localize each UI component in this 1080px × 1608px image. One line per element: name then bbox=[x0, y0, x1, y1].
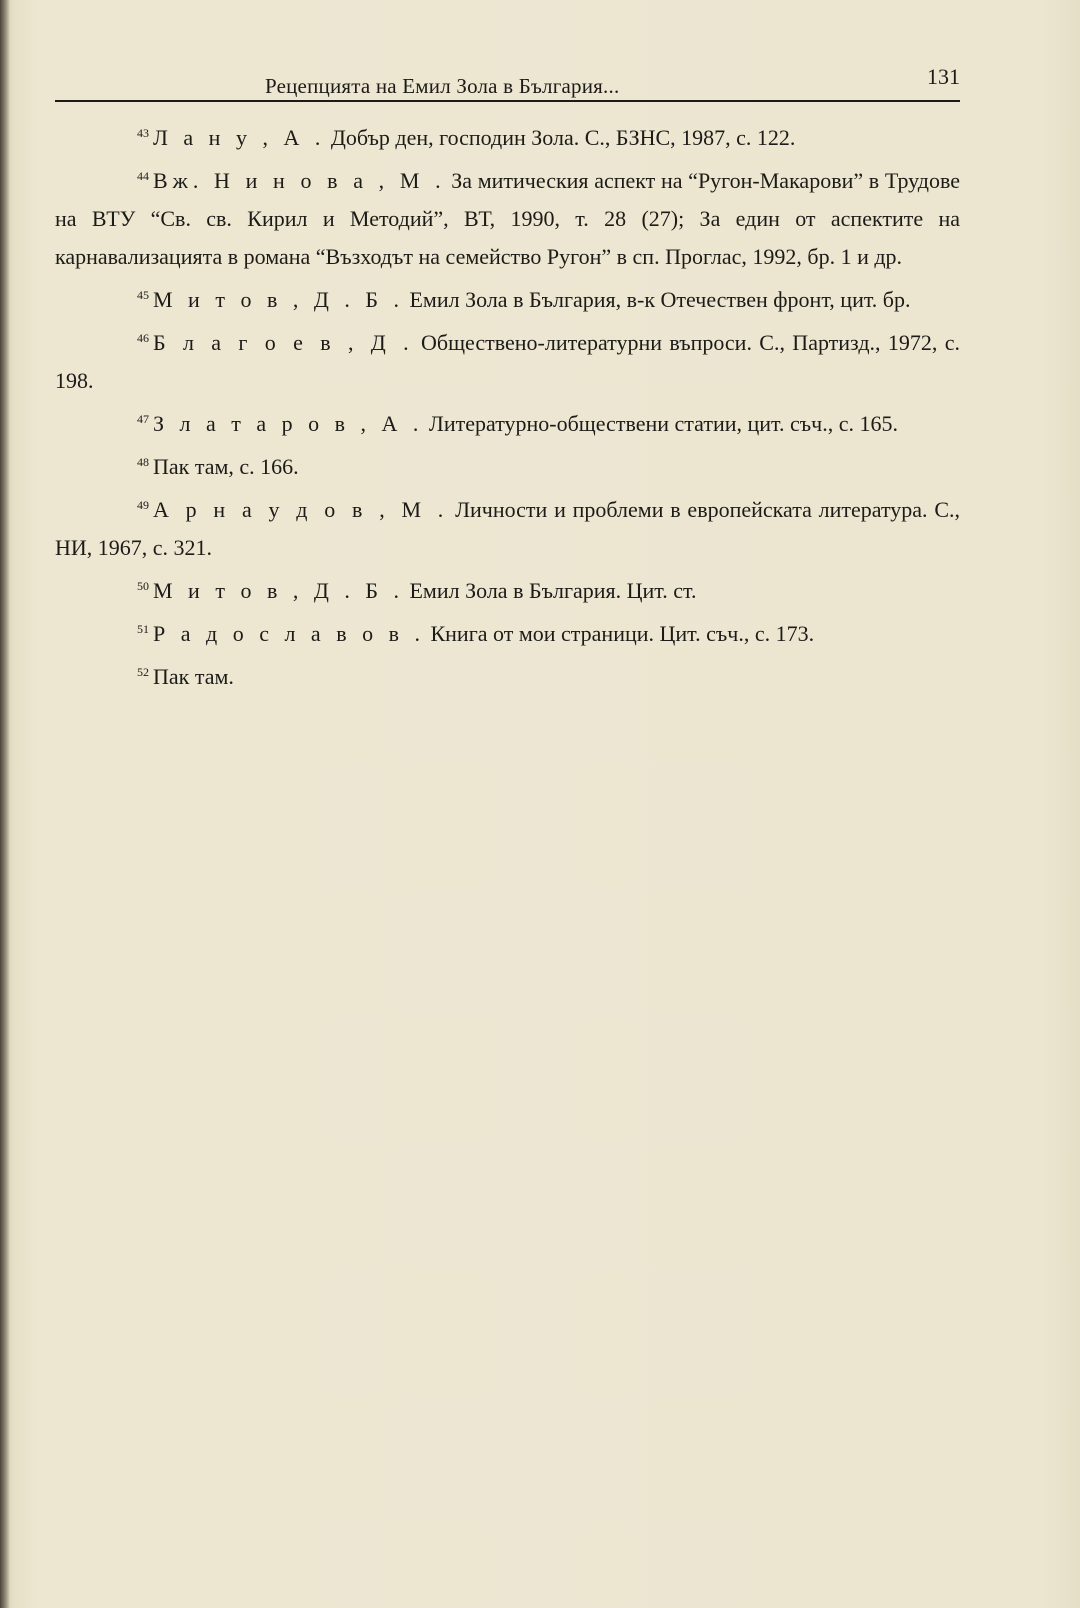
footnote-text: Пак там, с. 166. bbox=[153, 454, 299, 479]
footnote-text: Добър ден, господин Зола. С., БЗНС, 1987, с. 122. bbox=[325, 125, 796, 150]
footnote-text: Емил Зола в България, в-к Отечествен фронт, цит. бр. bbox=[403, 287, 911, 312]
footnote-author: Л а н у , А . bbox=[153, 125, 326, 150]
footnote-number: 43 bbox=[137, 126, 149, 140]
footnote-46 bbox=[55, 319, 960, 400]
footnote-text: Пак там. bbox=[153, 664, 234, 689]
footnote-52 bbox=[55, 653, 960, 696]
footnote-47 bbox=[55, 400, 960, 443]
book-spine-shadow bbox=[0, 0, 10, 1608]
footnote-number: 49 bbox=[137, 498, 149, 512]
footnotes bbox=[55, 114, 960, 696]
header-rule bbox=[55, 100, 960, 102]
footnote-author: Б л а г о е в , Д . bbox=[153, 330, 414, 355]
footnote-50 bbox=[55, 567, 960, 610]
footnote-author: М и т о в , Д . Б . bbox=[153, 578, 404, 603]
footnote-author: М и т о в , Д . Б . bbox=[153, 287, 404, 312]
page-header bbox=[55, 62, 960, 104]
footnote-number: 52 bbox=[137, 665, 149, 679]
footnote-44 bbox=[55, 157, 960, 276]
footnote-author: Вж. Н и н о в а , М . bbox=[153, 168, 446, 193]
footnote-number: 48 bbox=[137, 455, 149, 469]
footnote-text: Емил Зола в България. Цит. ст. bbox=[403, 578, 697, 603]
footnote-author: З л а т а р о в , А . bbox=[153, 411, 424, 436]
running-title: Рецепцията на Емил Зола в България... bbox=[265, 74, 620, 98]
footnote-text: Личности и проблеми в европейската литература. С., НИ, 1967, с. 321. bbox=[55, 497, 960, 560]
footnote-author: Р а д о с л а в о в . bbox=[153, 621, 425, 646]
page-number: 131 bbox=[927, 64, 960, 89]
footnote-author: А р н а у д о в , М . bbox=[153, 497, 449, 522]
footnote-text: Обществено-литературни въпроси. С., Партизд., 1972, с. 198. bbox=[55, 330, 960, 393]
footnote-number: 47 bbox=[137, 412, 149, 426]
footnote-43 bbox=[55, 114, 960, 157]
footnote-51 bbox=[55, 610, 960, 653]
footnote-text: За митическия аспект на “Ругон-Макарови” в Трудове на ВТУ “Св. св. Кирил и Методий”, ВТ, 1990, т. 28 (27); За един от аспектите на карнавализацията в романа “Възходът на семейство Ругон” в сп. Проглас, 1992, бр. 1 и др. bbox=[55, 168, 960, 269]
footnote-49 bbox=[55, 486, 960, 567]
footnote-number: 45 bbox=[137, 288, 149, 302]
footnote-number: 51 bbox=[137, 622, 149, 636]
footnote-text: Литературно-обществени статии, цит. съч., с. 165. bbox=[423, 411, 898, 436]
footnote-number: 50 bbox=[137, 579, 149, 593]
footnote-number: 44 bbox=[137, 169, 149, 183]
footnote-45 bbox=[55, 276, 960, 319]
footnote-48 bbox=[55, 443, 960, 486]
footnote-text: Книга от мои страници. Цит. съч., с. 173. bbox=[424, 621, 815, 646]
footnote-number: 46 bbox=[137, 331, 149, 345]
